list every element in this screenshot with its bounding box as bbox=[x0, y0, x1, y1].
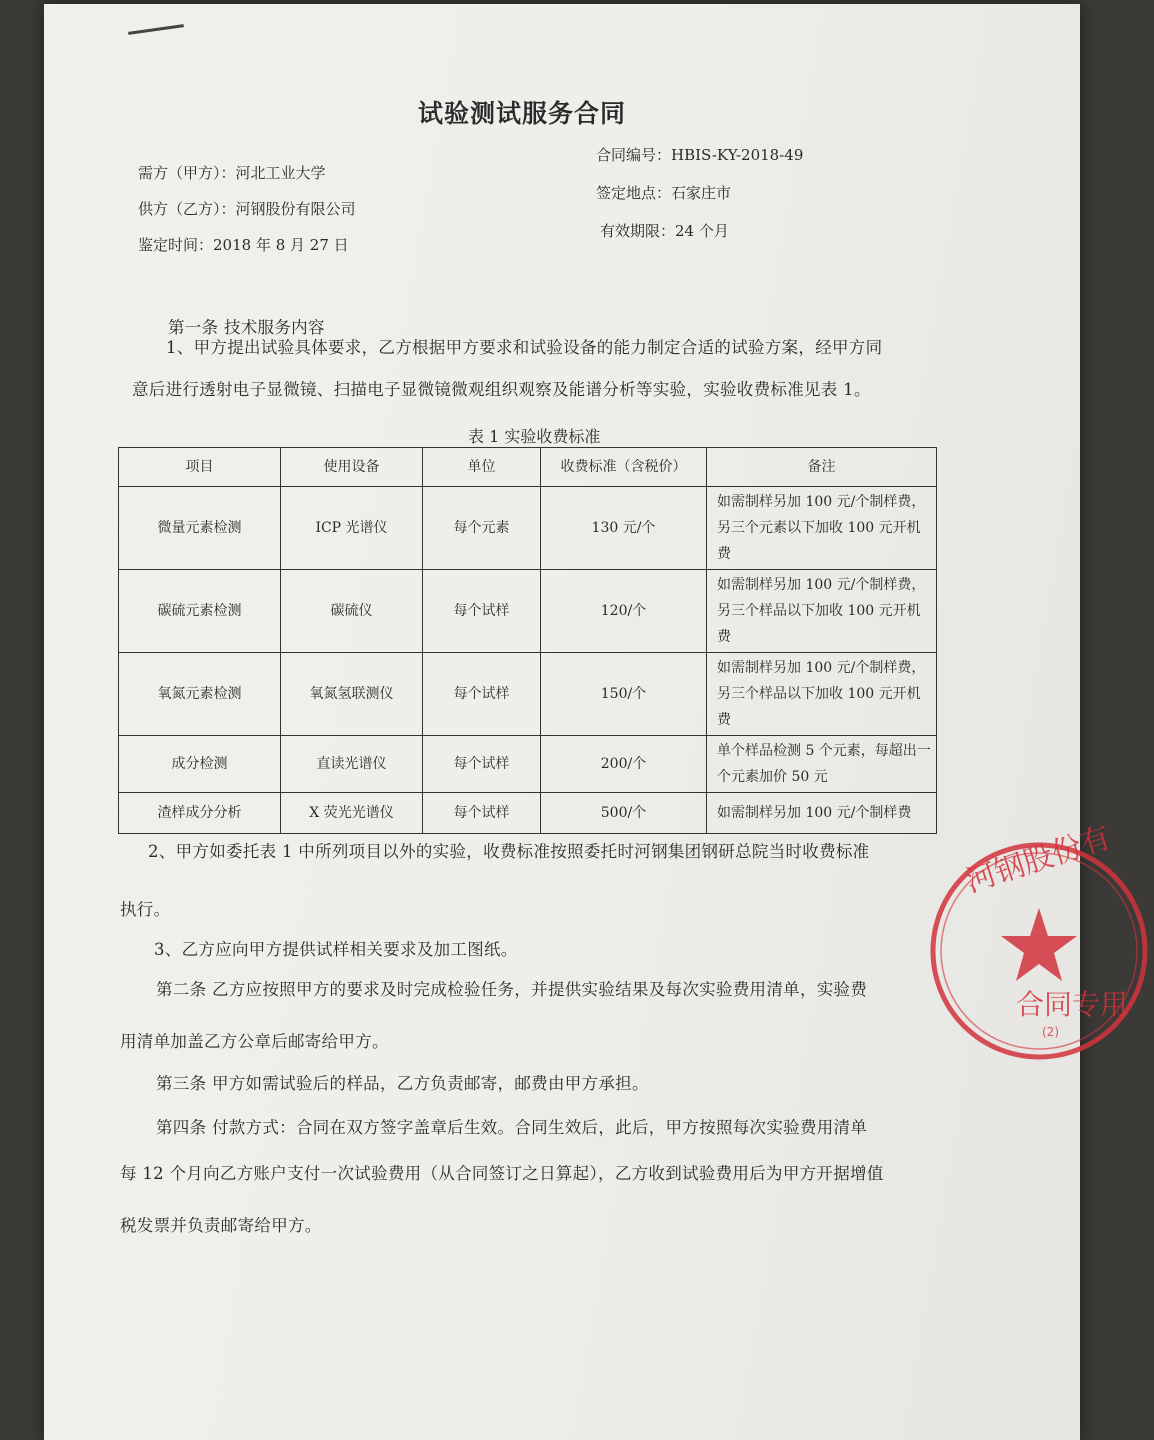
cell-unit: 每个试样 bbox=[423, 570, 541, 653]
cell-unit: 每个元素 bbox=[423, 487, 541, 570]
article-1-item-1-line-2: 意后进行透射电子显微镜、扫描电子显微镜微观组织观察及能谱分析等实验，实验收费标准见表 1。 bbox=[132, 380, 871, 399]
validity-line: 有效期限：24 个月 bbox=[600, 222, 729, 240]
svg-text:河钢股份有: 河钢股份有 bbox=[961, 819, 1116, 900]
cell-note: 如需制样另加 100 元/个制样费 bbox=[707, 793, 937, 834]
article-1-item-1-line-1: 1、甲方提出试验具体要求，乙方根据甲方要求和试验设备的能力制定合适的试验方案，经甲方同 bbox=[166, 338, 883, 357]
cell-item: 成分检测 bbox=[119, 736, 281, 793]
header-cell: 备注 bbox=[707, 448, 937, 487]
article-2-line-2: 用清单加盖乙方公章后邮寄给甲方。 bbox=[120, 1032, 389, 1051]
cell-fee: 500/个 bbox=[541, 793, 707, 834]
cell-fee: 200/个 bbox=[541, 736, 707, 793]
article-1-item-3: 3、乙方应向甲方提供试样相关要求及加工图纸。 bbox=[154, 940, 518, 959]
pen-mark bbox=[128, 24, 184, 35]
cell-item: 碳硫元素检测 bbox=[119, 570, 281, 653]
company-seal bbox=[924, 819, 1154, 1066]
svg-text:合同专用: 合同专用 bbox=[1016, 988, 1129, 1021]
buyer-line: 需方（甲方）：河北工业大学 bbox=[138, 164, 326, 182]
cell-equipment: ICP 光谱仪 bbox=[281, 487, 423, 570]
cell-equipment: 氧氮氢联测仪 bbox=[281, 653, 423, 736]
cell-unit: 每个试样 bbox=[423, 793, 541, 834]
table-row bbox=[119, 487, 937, 570]
cell-note: 如需制样另加 100 元/个制样费，另三个元素以下加收 100 元开机费 bbox=[707, 487, 937, 570]
article-1-heading: 第一条 技术服务内容 bbox=[168, 318, 325, 337]
contract-number-line: 合同编号：HBIS-KY-2018-49 bbox=[596, 146, 804, 164]
cell-equipment: 碳硫仪 bbox=[281, 570, 423, 653]
supplier-line: 供方（乙方）：河钢股份有限公司 bbox=[138, 200, 356, 218]
table-header-row bbox=[119, 448, 937, 487]
article-3: 第三条 甲方如需试验后的样品，乙方负责邮寄，邮费由甲方承担。 bbox=[156, 1074, 649, 1093]
sign-date-line: 鉴定时间：2018 年 8 月 27 日 bbox=[138, 236, 349, 254]
header-cell: 单位 bbox=[423, 448, 541, 487]
cell-equipment: 直读光谱仪 bbox=[281, 736, 423, 793]
sign-place-line: 签定地点：石家庄市 bbox=[596, 184, 732, 202]
table-row bbox=[119, 570, 937, 653]
header-cell: 使用设备 bbox=[281, 448, 423, 487]
cell-note: 如需制样另加 100 元/个制样费，另三个样品以下加收 100 元开机费 bbox=[707, 653, 937, 736]
cell-unit: 每个试样 bbox=[423, 653, 541, 736]
cell-item: 渣样成分分析 bbox=[119, 793, 281, 834]
cell-fee: 150/个 bbox=[541, 653, 707, 736]
cell-note: 如需制样另加 100 元/个制样费，另三个样品以下加收 100 元开机费 bbox=[707, 570, 937, 653]
cell-fee: 130 元/个 bbox=[541, 487, 707, 570]
article-4-line-3: 税发票并负责邮寄给甲方。 bbox=[120, 1216, 322, 1235]
article-1-item-2-line-2: 执行。 bbox=[120, 900, 171, 919]
document-title: 试验测试服务合同 bbox=[418, 99, 627, 128]
article-2-line-1: 第二条 乙方应按照甲方的要求及时完成检验任务，并提供实验结果及每次实验费用清单，实验费 bbox=[156, 980, 868, 999]
fee-table bbox=[118, 447, 937, 834]
cell-equipment: X 荧光光谱仪 bbox=[281, 793, 423, 834]
cell-unit: 每个试样 bbox=[423, 736, 541, 793]
article-4-line-2: 每 12 个月向乙方账户支付一次试验费用（从合同签订之日算起），乙方收到试验费用后为甲方开据增值 bbox=[120, 1164, 884, 1183]
article-1-item-2-line-1: 2、甲方如委托表 1 中所列项目以外的实验，收费标准按照委托时河钢集团钢研总院当时收费标准 bbox=[148, 842, 870, 861]
article-4-line-1: 第四条 付款方式：合同在双方签字盖章后生效。合同生效后，此后，甲方按照每次实验费用清单 bbox=[156, 1118, 868, 1137]
svg-text:(2): (2) bbox=[1042, 1025, 1059, 1039]
table-row bbox=[119, 793, 937, 834]
table-row bbox=[119, 653, 937, 736]
table-caption: 表 1 实验收费标准 bbox=[468, 427, 601, 446]
header-cell: 项目 bbox=[119, 448, 281, 487]
cell-fee: 120/个 bbox=[541, 570, 707, 653]
table-row bbox=[119, 736, 937, 793]
cell-note: 单个样品检测 5 个元素，每超出一个元素加价 50 元 bbox=[707, 736, 937, 793]
header-cell: 收费标准（含税价） bbox=[541, 448, 707, 487]
contract-page bbox=[44, 4, 1129, 1440]
star-icon bbox=[1001, 908, 1077, 981]
cell-item: 氧氮元素检测 bbox=[119, 653, 281, 736]
cell-item: 微量元素检测 bbox=[119, 487, 281, 570]
